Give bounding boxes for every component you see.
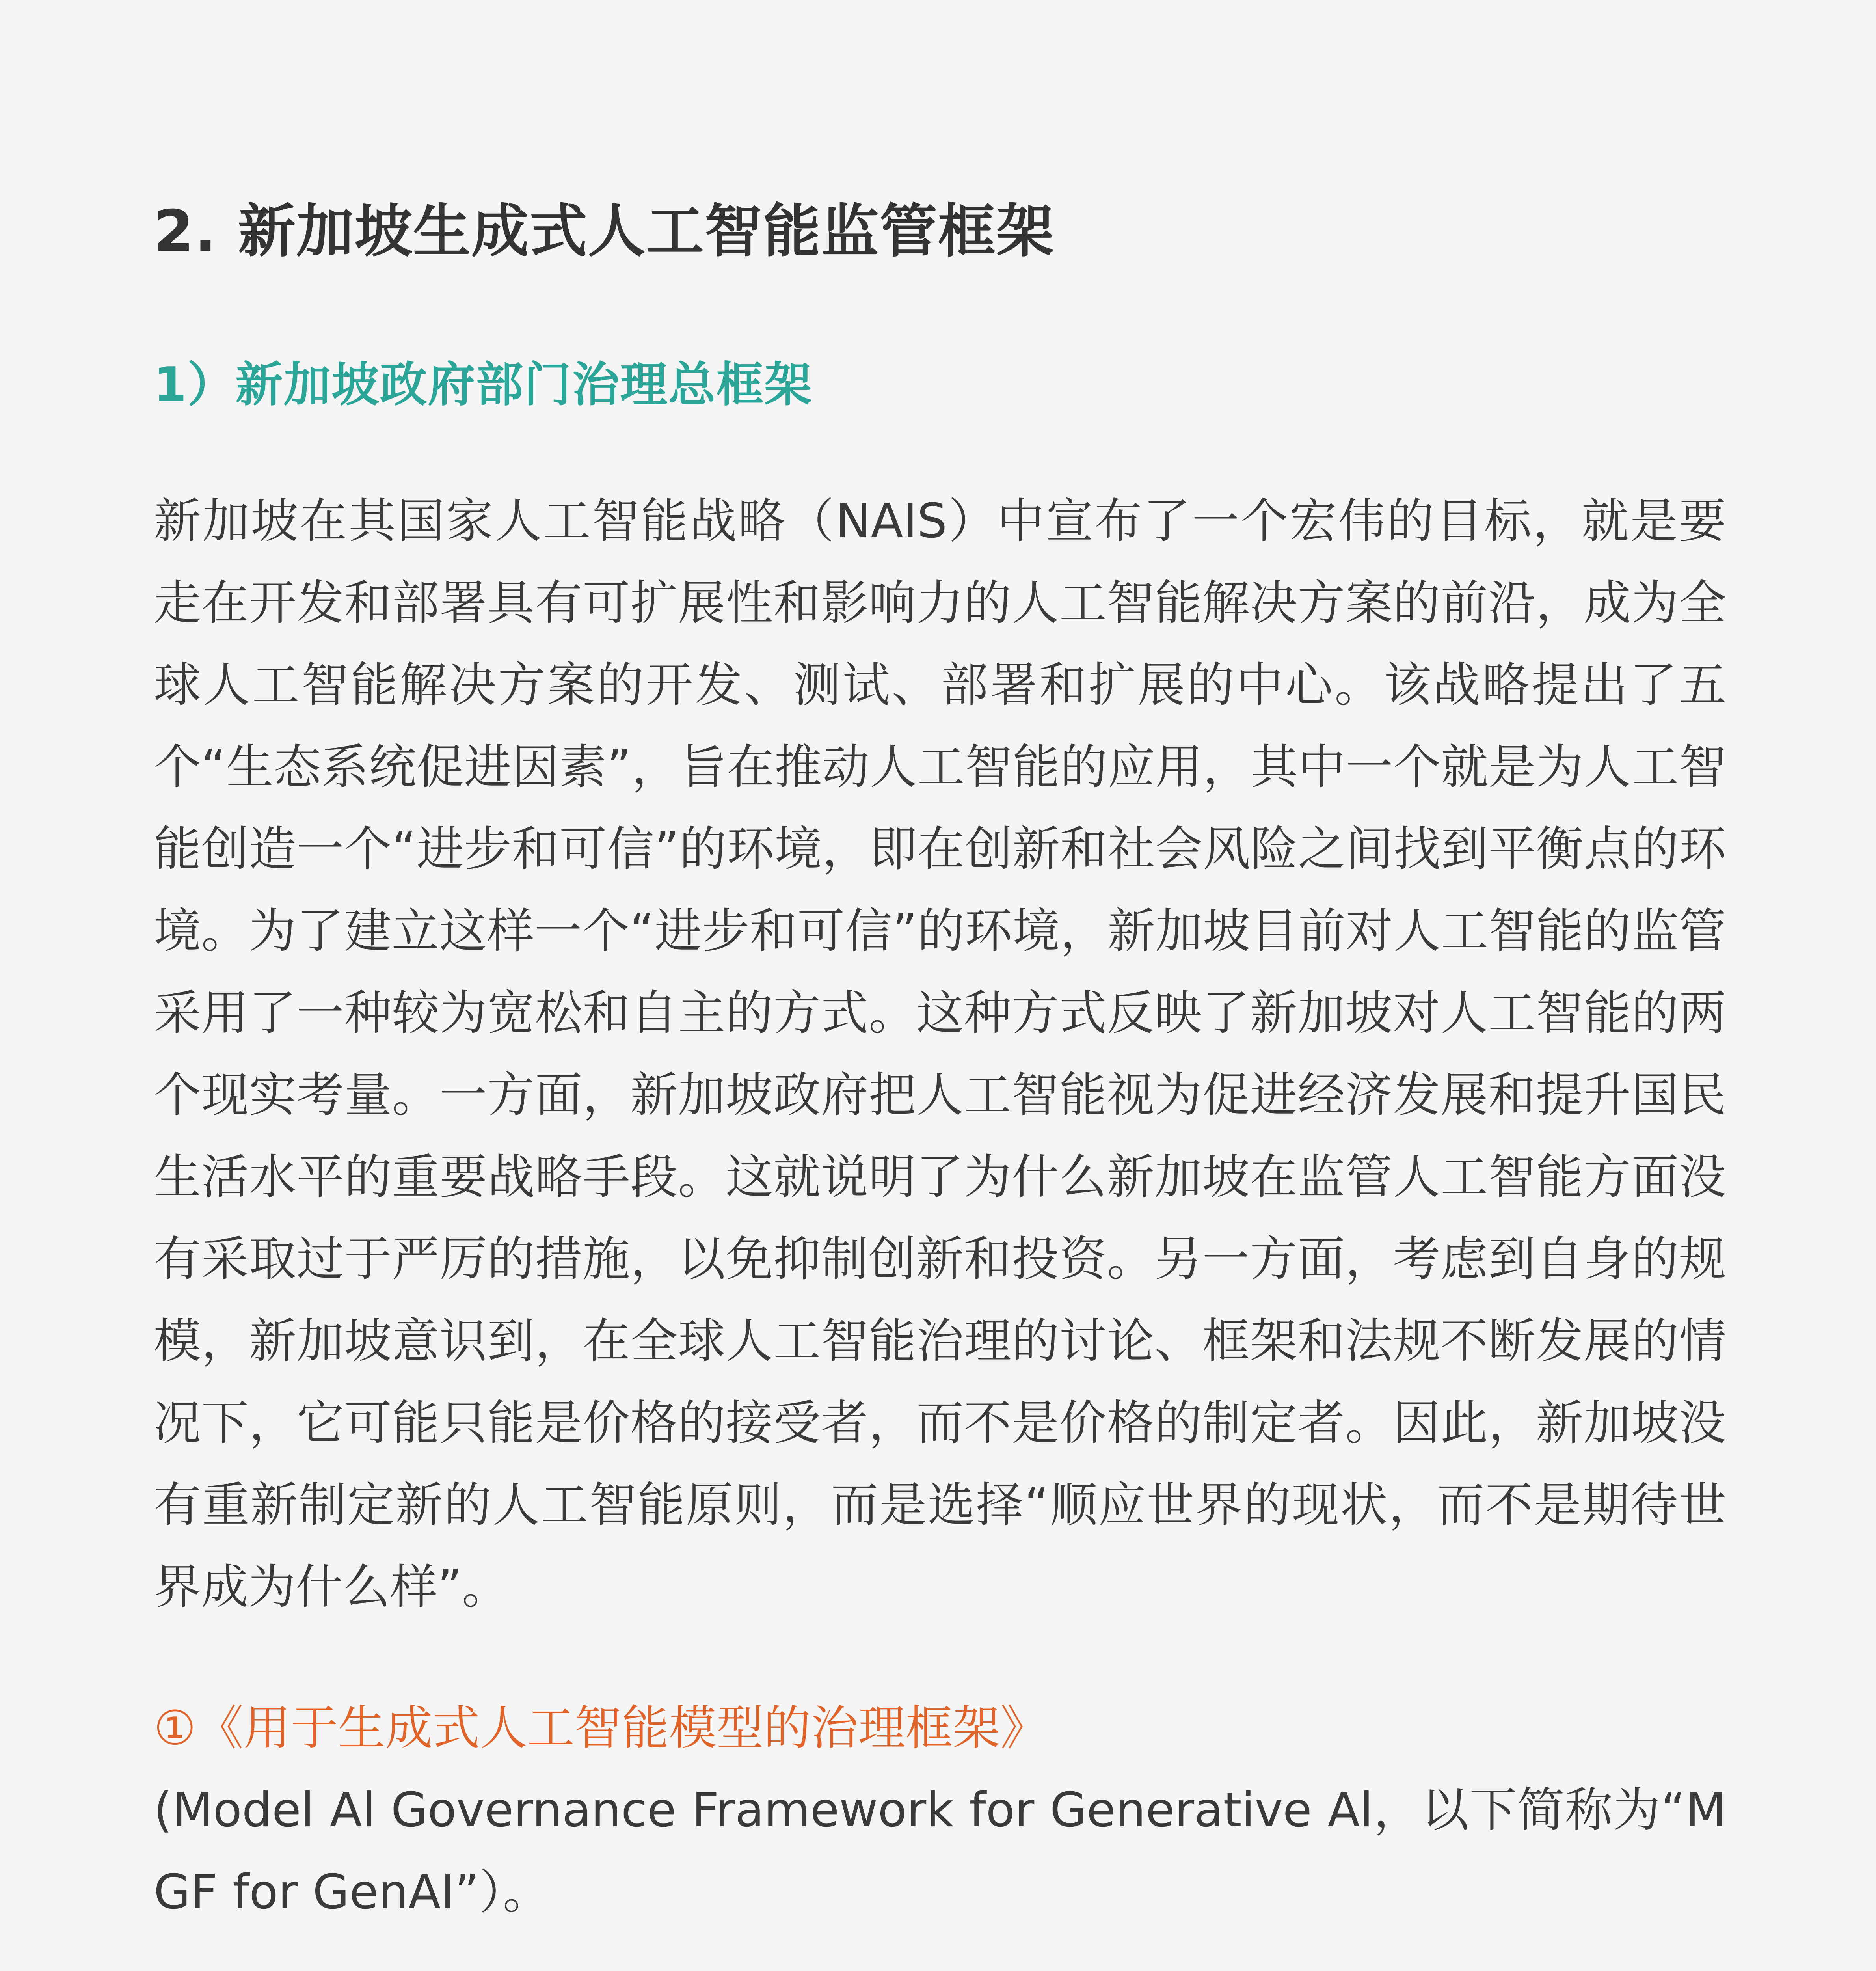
intro-paragraph: 新加坡在其国家人工智能战略（NAIS）中宣布了一个宏伟的目标，就是要走在开发和部署具有可扩展性和影响力的人工智能解决方案的前沿，成为全球人工智能解决方案的开发、测试、部署和扩展的中心。该战略提出了五个“生态系统促进因素”，旨在推动人工智能的应用，其中一个就是为人工智能创造一个“进步和可信”的环境，即在创新和社会风险之间找到平衡点的环境。为了建立这样一个“进步和可信”的环境，新加坡目前对人工智能的监管采用了一种较为宽松和自主的方式。这种方式反映了新加坡对人工智能的两个现实考量。一方面，新加坡政府把人工智能视为促进经济发展和提升国民生活水平的重要战略手段。这就说明了为什么新加坡在监管人工智能方面没有采取过于严厉的措施，以免抑制创新和投资。另一方面，考虑到自身的规模，新加坡意识到，在全球人工智能治理的讨论、框架和法规不断发展的情况下，它可能只能是价格的接受者，而不是价格的制定者。因此，新加坡没有重新制定新的人工智能原则，而是选择“顺应世界的现状，而不是期待世界成为什么样”。 [154,494,1726,1615]
page-content [154,197,1726,1971]
section-title: 2. 新加坡生成式人工智能监管框架 [154,198,1055,265]
subsection-title: 1）新加坡政府部门治理总框架 [154,358,813,413]
item-1 [154,1688,1726,1934]
item-1-body: (Model Al Governance Framework for Generative Al，以下简称为“MGF for GenAI”）。 [154,1783,1726,1920]
item-1-title: ①《用于生成式人工智能模型的治理框架》 [154,1701,1048,1756]
